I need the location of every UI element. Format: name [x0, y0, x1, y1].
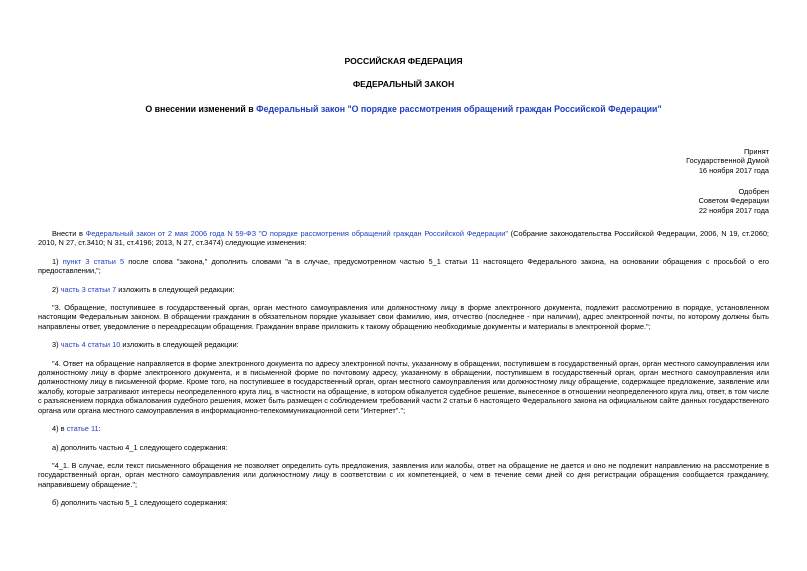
accepted-label: Принят — [743, 147, 769, 156]
law-59fz-link[interactable]: Федеральный закон от 2 мая 2006 года N 59-ФЗ — [85, 229, 257, 238]
country-heading: РОССИЙСКАЯ ФЕДЕРАЦИЯ — [344, 56, 463, 66]
item-4a-quote: "4_1. В случае, если текст письменного обращения не позволяет определить суть предложения, заявления или жалобы, ответ на обращение не дается и оно не подлежит направлению на рассмотрение в государственный орган, орган местного самоуправления или должностному лицу в соответствии с их компетенцией, о чем в течение семи дней со дня регистрации обращения сообщается гражданину, направившему обращение."; — [38, 460, 769, 489]
approved-block — [699, 187, 769, 215]
item-4b: б) дополнить частью 5_1 следующего содержания: — [52, 498, 228, 508]
item-4-num: 4) в — [52, 424, 67, 434]
item-3-text: изложить в следующей редакции: — [120, 340, 239, 350]
item-2-link[interactable]: часть 3 статьи 7 — [60, 284, 117, 294]
accepted-date: 16 ноября 2017 года — [698, 165, 769, 175]
item-4-text: : — [98, 424, 101, 434]
document-title — [0, 105, 807, 114]
approved-date: 22 ноября 2017 года — [698, 205, 769, 215]
item-1 — [38, 257, 769, 276]
title-law-link[interactable]: Федеральный закон "О порядке рассмотрения обращений граждан Российской Федерации" — [256, 104, 662, 114]
item-1-num: 1) — [52, 256, 63, 266]
law-title-link[interactable]: "О порядке рассмотрения обращений граждан Российской Федерации" — [258, 229, 508, 238]
item-1-text: после слова "закона," дополнить словами "а в случае, предусмотренном частью 5_1 статьи 11 настоящего Федерального закона, на основании обращения с просьбой о его предоставлении,"; — [38, 256, 770, 276]
approved-by: Советом Федерации — [698, 196, 769, 206]
accepted-block — [686, 147, 769, 175]
law-type-heading: ФЕДЕРАЛЬНЫЙ ЗАКОН — [352, 79, 455, 89]
intro-text-c: (Собрание законодательства Российской Федерации, 2006, N 19, ст.2060; 2010, N 27, ст.3410; N 31, ст.4196; 2013, N 27, ст.3474) следующие изменения: — [38, 229, 769, 248]
item-3-quote: "4. Ответ на обращение направляется в форме электронного документа по адресу электронной почты, указанному в обращении, поступившем в государственный орган, орган местного самоуправления или должностному лицу в форме электронного документа, и в письменной форме по почтовому адресу, указанному в обращении, поступившем в государственный орган, орган местного самоуправления или должностному лицу в письменной форме. Кроме того, на поступившее в государственный орган, орган местного самоуправления или должностному лицу обращение, содержащее предложение, заявление или жалобу, которые затрагивают интересы неопределенного круга лиц, в частности на обращение, в котором обжалуется судебное решение, вынесенное в отношении неопределенного круга лиц, ответ, в том числе с разъяснением порядка обжалования судебного решения, может быть размещен с соблюдением требований части 2 статьи 6 настоящего Федерального закона на официальном сайте данных государственного органа или органа местного самоуправления в информационно-телекоммуникационной сети "Интернет"."; — [38, 358, 769, 415]
accepted-by: Государственной Думой — [686, 156, 769, 166]
item-2-num: 2) — [52, 284, 61, 294]
item-4a: а) дополнить частью 4_1 следующего содержания: — [52, 442, 228, 452]
item-4 — [38, 424, 769, 433]
document-body — [38, 229, 769, 508]
item-3 — [38, 340, 769, 349]
item-2 — [38, 285, 769, 294]
item-1-link[interactable]: пункт 3 статьи 5 — [62, 256, 125, 266]
title-prefix: О внесении изменений в — [145, 104, 257, 114]
intro-paragraph — [38, 229, 769, 248]
approved-label: Одобрен — [738, 187, 769, 196]
item-3-link[interactable]: часть 4 статьи 10 — [60, 340, 121, 350]
item-3-num: 3) — [52, 340, 61, 350]
item-4-link[interactable]: статье 11 — [66, 424, 99, 434]
item-2-text: изложить в следующей редакции: — [116, 284, 235, 294]
intro-text-a: Внести в — [52, 229, 86, 238]
item-2-quote: "3. Обращение, поступившее в государственный орган, орган местного самоуправления или должностному лицу в форме электронного документа, подлежит рассмотрению в порядке, установленном настоящим Федеральным законом. В обращении гражданин в обязательном порядке указывает свои фамилию, имя, отчество (последнее - при наличии), адрес электронной почты, по которому должны быть направлены ответ, уведомление о переадресации обращения. Гражданин вправе приложить к такому обращению необходимые документы и материалы в электронной форме."; — [38, 303, 769, 331]
